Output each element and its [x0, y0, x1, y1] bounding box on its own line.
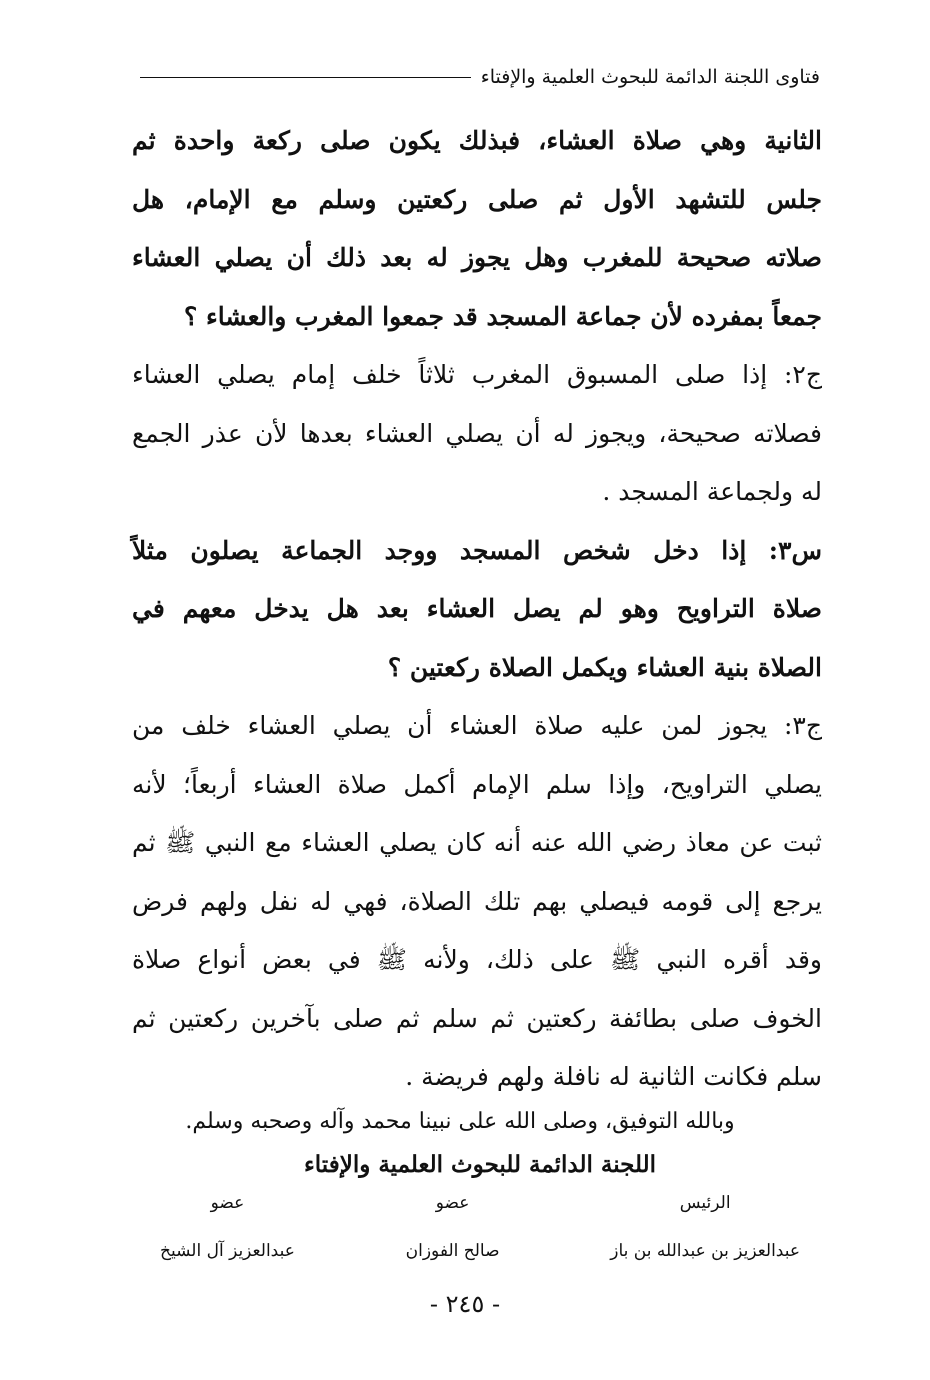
- signatures: [160, 1188, 800, 1266]
- text-line: يرجع إلى قومه فيصلي بهم تلك الصلاة، فهي له نفل ولهم فرض: [132, 886, 822, 916]
- text-line: الخوف صلى بطائفة ركعتين ثم سلم ثم صلى بآخرين ركعتين ثم: [132, 1003, 822, 1033]
- answer-2: [132, 346, 822, 522]
- text-line: ثبت عن معاذ رضي الله عنه أنه كان يصلي العشاء مع النبي ﷺ ثم: [132, 828, 822, 857]
- answer-3: [132, 697, 822, 1107]
- signatory-member: [406, 1188, 500, 1266]
- text-line: يصلي التراويح، وإذا سلم الإمام أكمل صلاة العشاء أربعاً؛ لأنه: [132, 769, 822, 799]
- closing-formula: وبالله التوفيق، وصلى الله على نبينا محمد وآله وصحبه وسلم.: [185, 1109, 735, 1134]
- text-line: سلم فكانت الثانية له نافلة ولهم فريضة .: [405, 1062, 822, 1091]
- signatory-role: عضو: [435, 1193, 470, 1213]
- signatory-name: صالح الفوزان: [405, 1241, 500, 1261]
- header-title: فتاوى اللجنة الدائمة للبحوث العلمية والإفتاء: [480, 66, 820, 88]
- text-line: الصلاة بنية العشاء ويكمل الصلاة ركعتين ؟: [387, 652, 822, 682]
- question-3: [132, 522, 822, 698]
- closing-block: [140, 1102, 820, 1188]
- text-line: وقد أقره النبي ﷺ على ذلك، ولأنه ﷺ في بعض أنواع صلاة: [132, 945, 822, 974]
- text-line: فصلاته صحيحة، ويجوز له أن يصلي العشاء بعدها لأن عذر الجمع: [132, 418, 822, 448]
- signatory-president: [610, 1188, 800, 1266]
- text-line: ج٢: إذا صلى المسبوق المغرب ثلاثاً خلف إمام يصلي العشاء: [132, 360, 822, 389]
- text-line: جمعاً بمفرده لأن جماعة المسجد قد جمعوا المغرب والعشاء ؟: [184, 301, 822, 331]
- signatory-name: عبدالعزيز آل الشيخ: [160, 1241, 295, 1261]
- page-body: [132, 112, 822, 1107]
- signatory-role: الرئيس: [679, 1193, 731, 1213]
- text-line: جلس للتشهد الأول ثم صلى ركعتين وسلم مع الإمام، هل: [132, 184, 822, 214]
- text-line: س٣: إذا دخل شخص المسجد ووجد الجماعة يصلون مثلاً: [132, 535, 822, 565]
- text-line: صلاة التراويح وهو لم يصل العشاء بعد هل يدخل معهم في: [132, 594, 822, 623]
- signatory-role: عضو: [210, 1193, 245, 1213]
- signatory-name: عبدالعزيز بن عبدالله بن باز: [610, 1241, 800, 1261]
- running-header: [140, 60, 820, 94]
- signatory-member: [160, 1188, 295, 1266]
- text-line: الثانية وهي صلاة العشاء، فبذلك يكون صلى ركعة واحدة ثم: [132, 126, 822, 155]
- text-line: ج٣: يجوز لمن عليه صلاة العشاء أن يصلي العشاء خلف من: [132, 711, 822, 740]
- page-number: - ٢٤٥ -: [429, 1290, 501, 1318]
- text-line: له ولجماعة المسجد .: [602, 477, 822, 506]
- text-line: صلاته صحيحة للمغرب وهل يجوز له بعد ذلك أن يصلي العشاء: [132, 243, 822, 272]
- question-2-continuation: [132, 112, 822, 346]
- header-rule: [140, 77, 471, 78]
- committee-name: اللجنة الدائمة للبحوث العلمية والإفتاء: [303, 1151, 657, 1178]
